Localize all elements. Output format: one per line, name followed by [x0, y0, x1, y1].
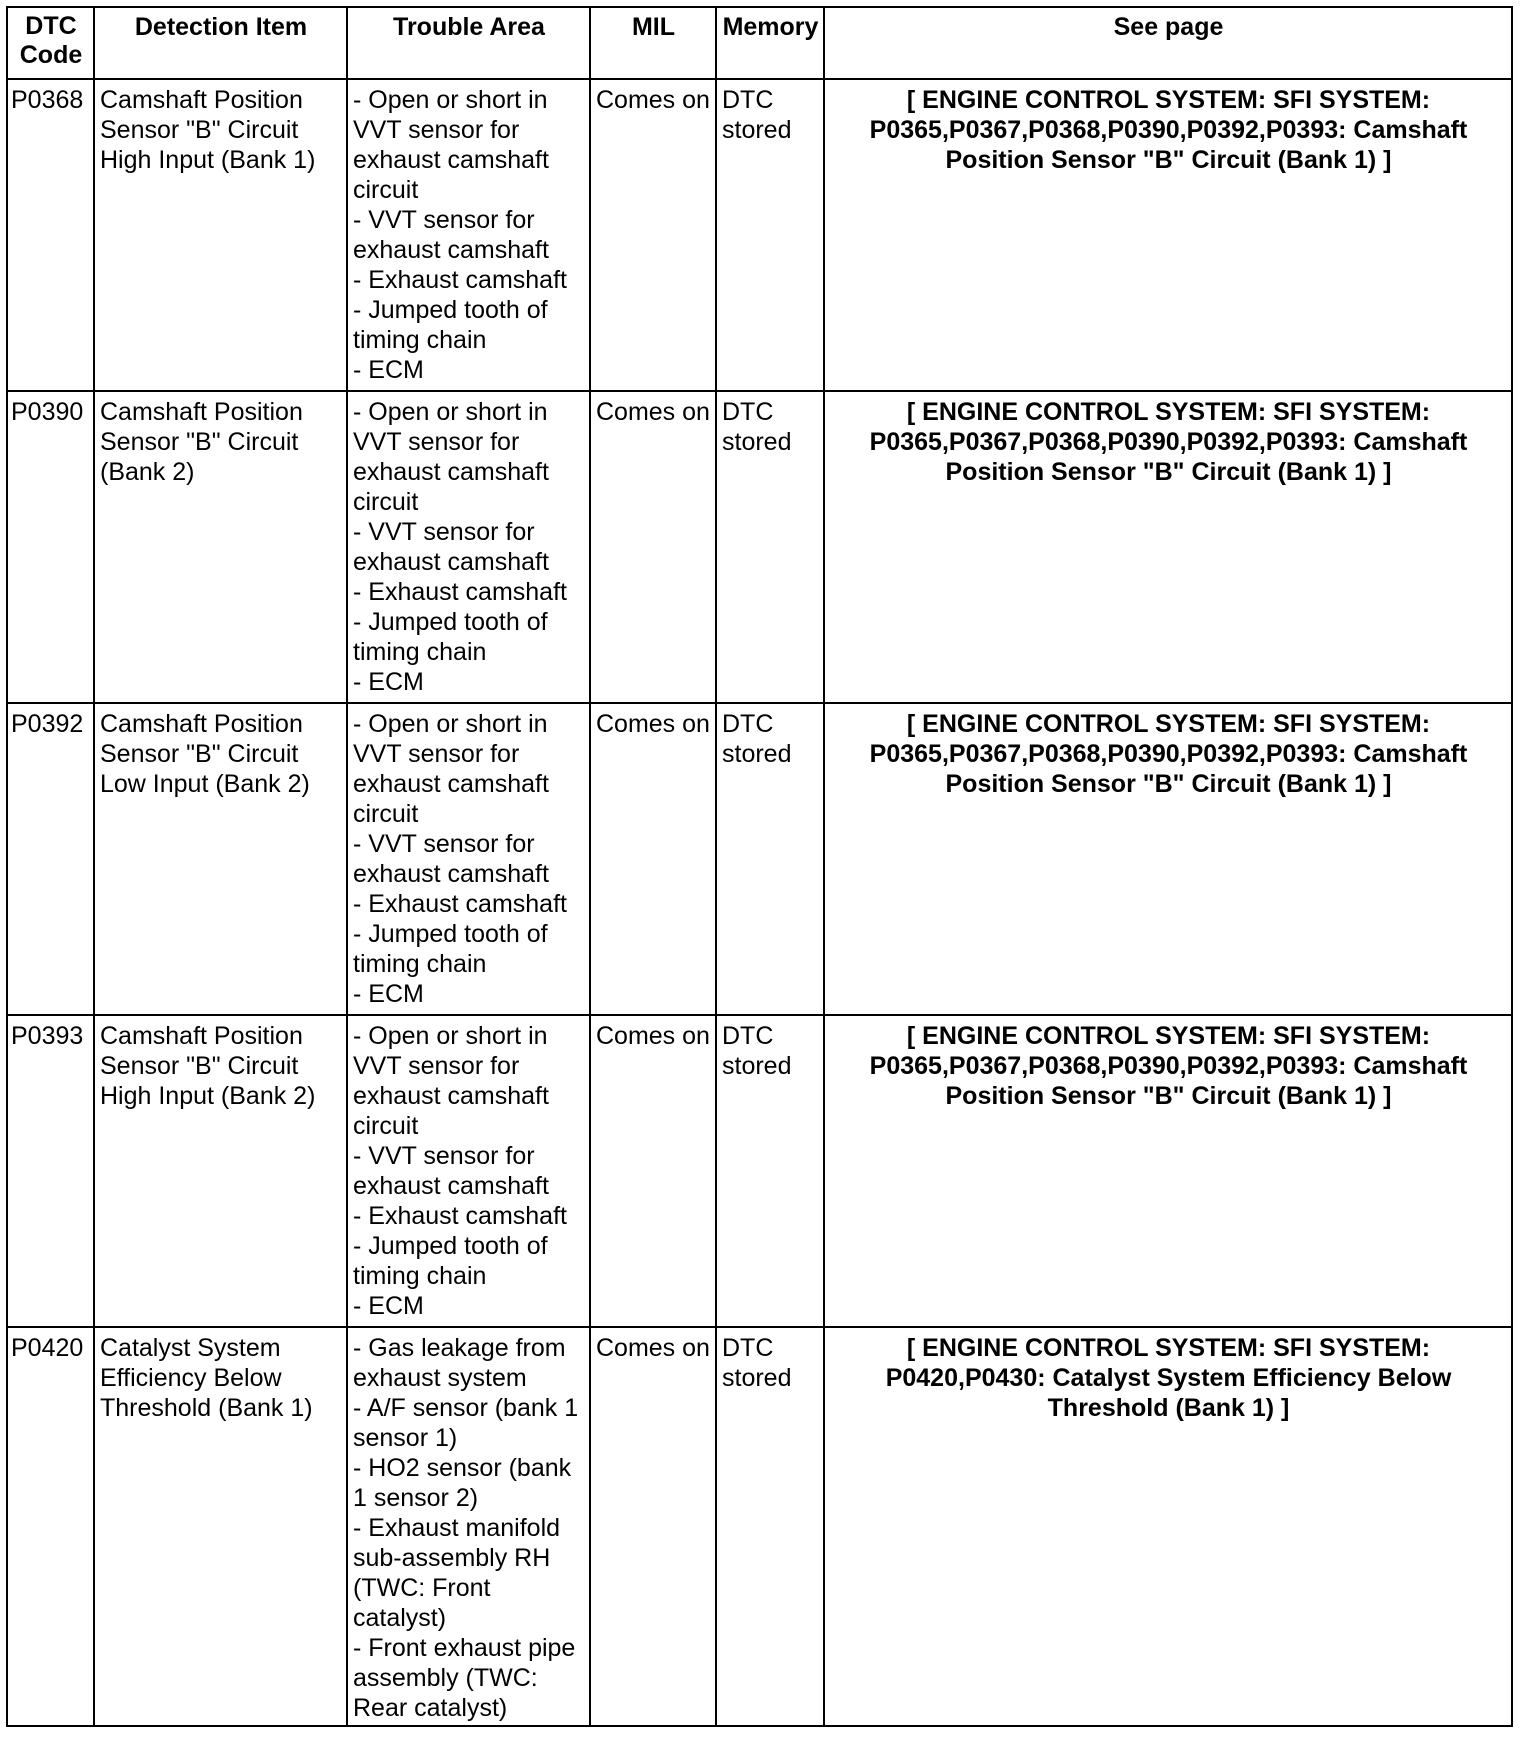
- trouble-area-item: - A/F sensor (bank 1 sensor 1): [353, 1394, 579, 1452]
- header-detection-item: Detection Item: [94, 7, 347, 79]
- trouble-area-item: - ECM: [353, 980, 424, 1008]
- trouble-area-item: - VVT sensor for exhaust camshaft: [353, 1142, 549, 1200]
- dtc-table: [6, 6, 1513, 1727]
- dtc-code-cell: P0420: [7, 1327, 94, 1726]
- trouble-area-item: - VVT sensor for exhaust camshaft: [353, 830, 549, 888]
- table-row: [7, 703, 1512, 1015]
- trouble-area-item: - Jumped tooth of timing chain: [353, 920, 548, 978]
- memory-cell: DTC stored: [716, 391, 824, 703]
- trouble-area-item: - Open or short in VVT sensor for exhaust camshaft circuit: [353, 1022, 549, 1140]
- header-dtc-code: DTC Code: [7, 7, 94, 79]
- trouble-area-item: - VVT sensor for exhaust camshaft: [353, 206, 549, 264]
- trouble-area-item: - Gas leakage from exhaust system: [353, 1334, 566, 1392]
- detection-item-cell: Camshaft Position Sensor "B" Circuit High Input (Bank 2): [94, 1015, 347, 1327]
- dtc-code-cell: P0390: [7, 391, 94, 703]
- trouble-area-item: - Jumped tooth of timing chain: [353, 296, 548, 354]
- table-header-row: [7, 7, 1512, 79]
- trouble-area-item: - Front exhaust pipe assembly (TWC: Rear catalyst): [353, 1634, 576, 1722]
- trouble-area-item: - Exhaust manifold sub-assembly RH (TWC: Front catalyst): [353, 1514, 561, 1632]
- table-row: [7, 1327, 1512, 1726]
- detection-item-cell: Camshaft Position Sensor "B" Circuit (Bank 2): [94, 391, 347, 703]
- trouble-area-cell: [347, 79, 590, 391]
- trouble-area-cell: [347, 1327, 590, 1726]
- table-row: [7, 1015, 1512, 1327]
- trouble-area-item: - Exhaust camshaft: [353, 890, 567, 918]
- mil-cell: Comes on: [590, 1015, 716, 1327]
- header-memory: Memory: [716, 7, 824, 79]
- trouble-area-item: - Jumped tooth of timing chain: [353, 608, 548, 666]
- memory-cell: DTC stored: [716, 1327, 824, 1726]
- trouble-area-item: - Exhaust camshaft: [353, 1202, 567, 1230]
- see-page-cell: [ ENGINE CONTROL SYSTEM: SFI SYSTEM: P0365,P0367,P0368,P0390,P0392,P0393: Camshaft Position Sensor "B" Circuit (Bank 1) ]: [824, 391, 1512, 703]
- trouble-area-cell: [347, 391, 590, 703]
- trouble-area-item: - Exhaust camshaft: [353, 266, 567, 294]
- trouble-area-item: - Open or short in VVT sensor for exhaust camshaft circuit: [353, 398, 549, 516]
- trouble-area-item: - VVT sensor for exhaust camshaft: [353, 518, 549, 576]
- trouble-area-item: - Open or short in VVT sensor for exhaust camshaft circuit: [353, 86, 549, 204]
- trouble-area-item: - Open or short in VVT sensor for exhaust camshaft circuit: [353, 710, 549, 828]
- detection-item-cell: Camshaft Position Sensor "B" Circuit Low Input (Bank 2): [94, 703, 347, 1015]
- see-page-cell: [ ENGINE CONTROL SYSTEM: SFI SYSTEM: P0365,P0367,P0368,P0390,P0392,P0393: Camshaft Position Sensor "B" Circuit (Bank 1) ]: [824, 1015, 1512, 1327]
- trouble-area-item: - ECM: [353, 356, 424, 384]
- trouble-area-item: - ECM: [353, 668, 424, 696]
- memory-cell: DTC stored: [716, 1015, 824, 1327]
- dtc-code-cell: P0392: [7, 703, 94, 1015]
- table-row: [7, 79, 1512, 391]
- trouble-area-item: - Jumped tooth of timing chain: [353, 1232, 548, 1290]
- mil-cell: Comes on: [590, 703, 716, 1015]
- trouble-area-item: - ECM: [353, 1292, 424, 1320]
- trouble-area-cell: [347, 1015, 590, 1327]
- dtc-code-cell: P0368: [7, 79, 94, 391]
- detection-item-cell: Catalyst System Efficiency Below Threshold (Bank 1): [94, 1327, 347, 1726]
- header-see-page: See page: [824, 7, 1512, 79]
- detection-item-cell: Camshaft Position Sensor "B" Circuit High Input (Bank 1): [94, 79, 347, 391]
- trouble-area-cell: [347, 703, 590, 1015]
- see-page-cell: [ ENGINE CONTROL SYSTEM: SFI SYSTEM: P0420,P0430: Catalyst System Efficiency Below Threshold (Bank 1) ]: [824, 1327, 1512, 1726]
- mil-cell: Comes on: [590, 1327, 716, 1726]
- header-trouble-area: Trouble Area: [347, 7, 590, 79]
- dtc-code-cell: P0393: [7, 1015, 94, 1327]
- header-mil: MIL: [590, 7, 716, 79]
- see-page-cell: [ ENGINE CONTROL SYSTEM: SFI SYSTEM: P0365,P0367,P0368,P0390,P0392,P0393: Camshaft Position Sensor "B" Circuit (Bank 1) ]: [824, 79, 1512, 391]
- mil-cell: Comes on: [590, 391, 716, 703]
- mil-cell: Comes on: [590, 79, 716, 391]
- memory-cell: DTC stored: [716, 703, 824, 1015]
- memory-cell: DTC stored: [716, 79, 824, 391]
- trouble-area-item: - Exhaust camshaft: [353, 578, 567, 606]
- table-row: [7, 391, 1512, 703]
- see-page-cell: [ ENGINE CONTROL SYSTEM: SFI SYSTEM: P0365,P0367,P0368,P0390,P0392,P0393: Camshaft Position Sensor "B" Circuit (Bank 1) ]: [824, 703, 1512, 1015]
- trouble-area-item: - HO2 sensor (bank 1 sensor 2): [353, 1454, 572, 1512]
